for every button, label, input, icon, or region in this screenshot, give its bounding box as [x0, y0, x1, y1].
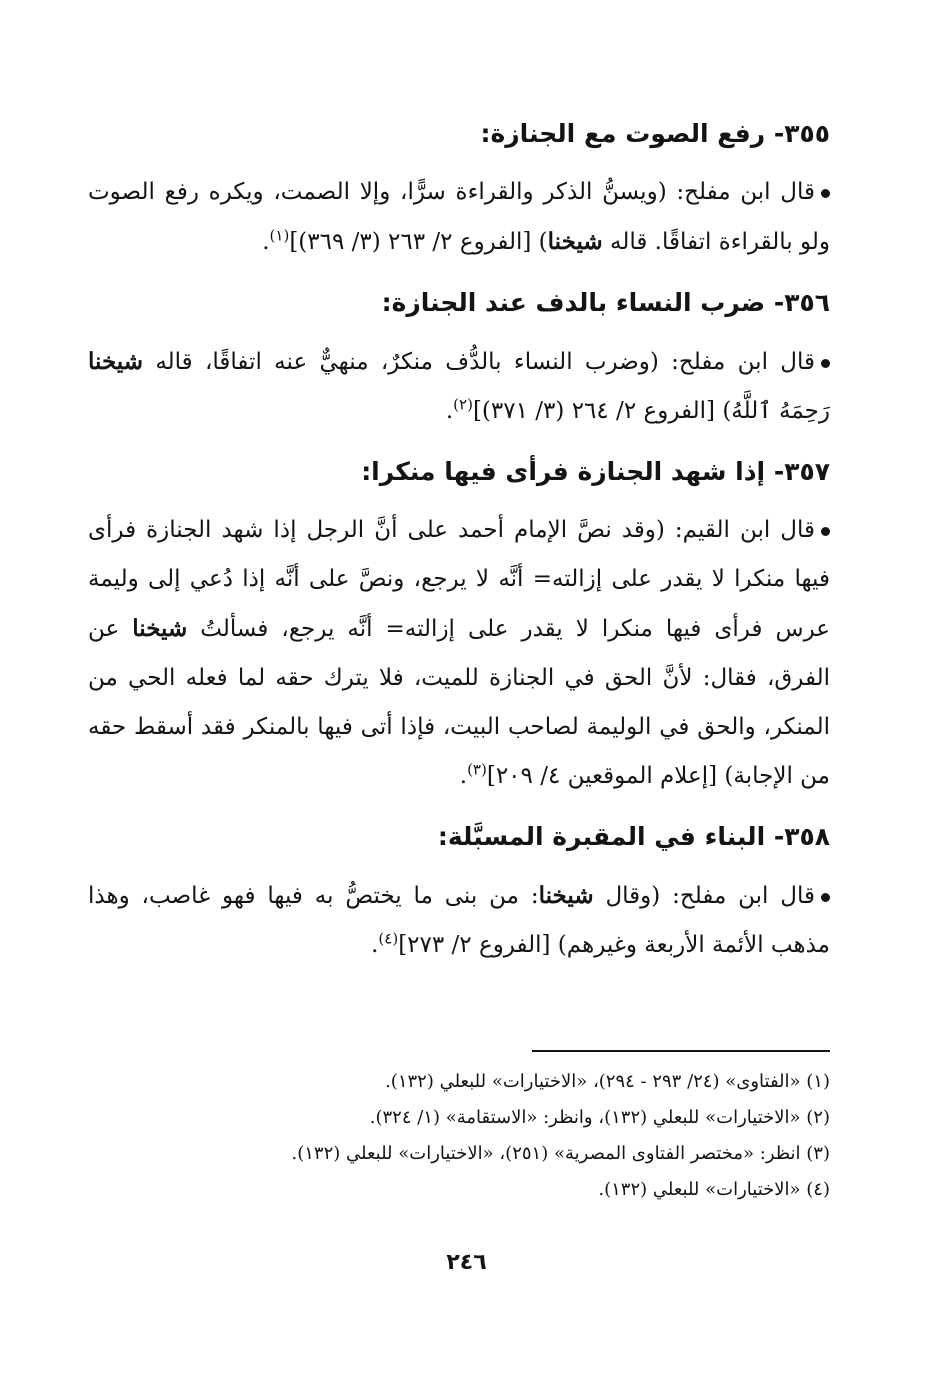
section-paragraph-357 — [88, 506, 830, 801]
footnote-divider — [532, 1050, 830, 1052]
footnote-reference[interactable]: (٢) — [453, 395, 473, 414]
paragraph-end: . — [371, 932, 379, 958]
footnote-item: (١) «الفتاوى» (٢٤/ ٢٩٣ - ٢٩٤)، «الاختيارات» للبعلي (١٣٢). — [385, 1071, 830, 1092]
paragraph-text: قال ابن القيم: (وقد نصَّ الإمام أحمد على أنَّ الرجل إذا شهد الجنازة فرأى فيها منكرا لا يقدر على إزالته= أنَّه لا يرجع، ونصَّ على أنَّه إذا دُعي إلى وليمة عرس فرأى فيها منكرا لا يقدر على إزالته= أنَّه يرجع، فسألتُ — [88, 517, 830, 642]
footnotes — [88, 1064, 830, 1208]
footnote-reference[interactable]: (١) — [269, 226, 290, 245]
footnote-reference[interactable]: (٣) — [467, 760, 487, 779]
paragraph-text: رَحِمَهُ ٱللَّهُ) [الفروع ٢/ ٢٦٤ (٣/ ٣٧١)] — [472, 398, 830, 424]
section-heading-356: ٣٥٦- ضرب النساء بالدف عند الجنازة: — [381, 288, 830, 317]
bullet-icon — [821, 359, 830, 368]
paragraph-end: . — [445, 398, 454, 424]
paragraph-end: . — [262, 229, 270, 255]
bullet-icon — [821, 893, 830, 902]
paragraph-text: قال ابن مفلح: (وقال — [593, 883, 816, 909]
paragraph-text: ) [الفروع ٢/ ٢٦٣ (٣/ ٣٦٩)] — [289, 229, 548, 255]
section-heading-358: ٣٥٨- البناء في المقبرة المسبَّلة: — [437, 822, 830, 851]
section-paragraph-355 — [88, 168, 830, 267]
footnote-item: (٣) انظر: «مختصر الفتاوى المصرية» (٢٥١)، «الاختيارات» للبعلي (١٣٢). — [291, 1143, 830, 1164]
footnote-reference[interactable]: (٤) — [378, 929, 399, 948]
paragraph-text: : من بنى ما يختصُّ به فيها فهو غاصب، وهذا مذهب الأئمة الأربعة وغيرهم) [الفروع ٢/ ٢٧٣] — [88, 883, 830, 958]
paragraph-text: قال ابن مفلح: (وضرب النساء بالدُّف منكرٌ، منهيٌّ عنه اتفاقًا، قاله — [143, 349, 815, 375]
section-heading-357: ٣٥٧- إذا شهد الجنازة فرأى فيها منكرا: — [361, 457, 830, 486]
bold-keyword: شيخنا — [88, 348, 144, 375]
section-heading-355: ٣٥٥- رفع الصوت مع الجنازة: — [480, 119, 830, 148]
paragraph-text: عن الفرق، فقال: لأنَّ الحق في الجنازة للميت، فلا يترك حقه لما فعله الحي من المنكر، والحق في الوليمة لصاحب البيت، فإذا أتى فيها بالمنكر فقد أسقط حقه من الإجابة) [إعلام الموقعين ٤/ ٢٠٩] — [88, 616, 830, 789]
section-paragraph-358 — [88, 871, 830, 970]
bold-keyword: شيخنا — [547, 228, 603, 255]
page-number: ٢٤٦ — [446, 1250, 487, 1275]
main-text — [88, 112, 830, 984]
section-paragraph-356 — [88, 337, 830, 436]
paragraph-text: قال ابن مفلح: (ويسنُّ الذكر والقراءة سرًّا، وإلا الصمت، ويكره رفع الصوت ولو بالقراءة اتفاقًا. قاله — [88, 179, 830, 255]
bold-keyword: شيخنا — [538, 882, 594, 909]
paragraph-end: . — [459, 763, 468, 789]
bullet-icon — [821, 527, 830, 536]
bullet-icon — [821, 189, 830, 198]
footnote-item: (٤) «الاختيارات» للبعلي (١٣٢). — [598, 1179, 830, 1200]
footnote-item: (٢) «الاختيارات» للبعلي (١٣٢)، وانظر: «الاستقامة» (١/ ٣٢٤). — [369, 1107, 830, 1128]
bold-keyword: شيخنا — [132, 615, 188, 642]
